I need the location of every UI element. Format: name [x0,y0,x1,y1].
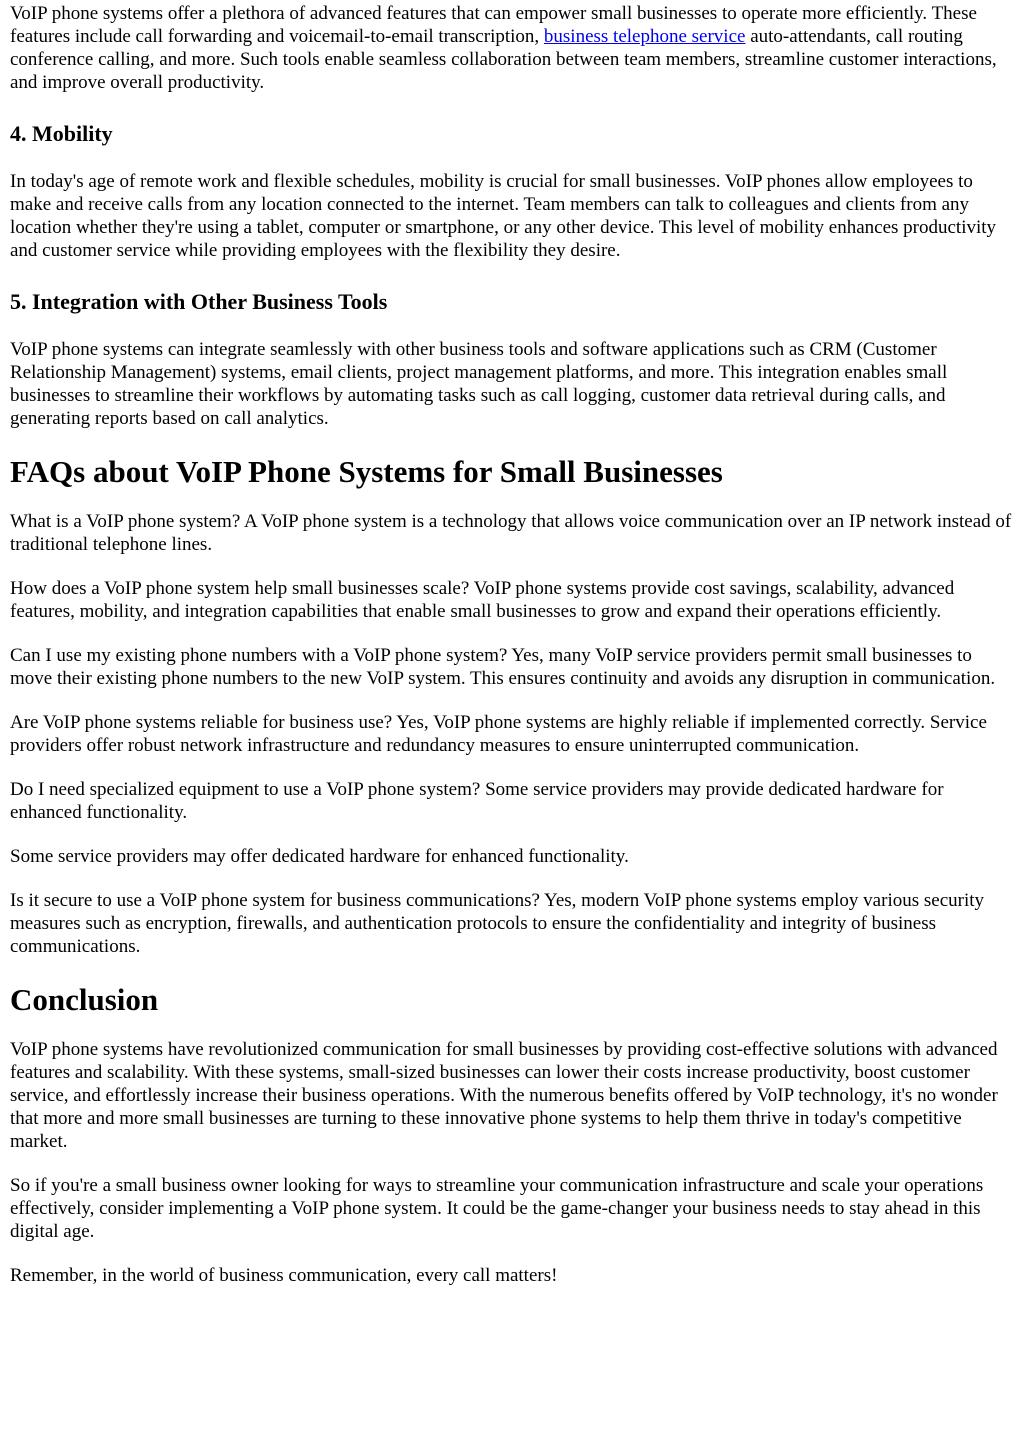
mobility-heading: 4. Mobility [10,121,113,146]
faq-item-3: Can I use my existing phone numbers with a VoIP phone system? Yes, many VoIP service providers permit small businesses to move their existing phone numbers to the new VoIP system. This ensures continuity and avoids any disruption in communication. [10,645,996,689]
faq-item-5: Do I need specialized equipment to use a VoIP phone system? Some service providers may provide dedicated hardware for enhanced functionality. [10,779,944,823]
faq-item-1: What is a VoIP phone system? A VoIP phone system is a technology that allows voice communication over an IP network instead of traditional telephone lines. [10,511,1012,555]
intro-text-after-link: auto-attendants, call routing conference calling, and more. Such tools enable seamless collaboration between team members, streamline customer interactions, and improve overall productivity. [10,26,997,93]
conclusion-paragraph-2: So if you're a small business owner looking for ways to streamline your communication infrastructure and scale your operations effectively, consider implementing a VoIP phone system. It could be the game-changer your business needs to stay ahead in this digital age. [10,1175,984,1242]
faq-item-2: How does a VoIP phone system help small businesses scale? VoIP phone systems provide cost savings, scalability, advanced features, mobility, and integration capabilities that enable small businesses to grow and expand their operations efficiently. [10,578,955,622]
faq-item-7: Is it secure to use a VoIP phone system for business communications? Yes, modern VoIP phone systems employ various security measures such as encryption, firewalls, and authentication protocols to ensure the confidentiality and integrity of business communications. [10,890,985,957]
conclusion-paragraph-1: VoIP phone systems have revolutionized communication for small businesses by providing cost-effective solutions with advanced features and scalability. With these systems, small-sized businesses can lower their costs increase productivity, boost customer service, and effortlessly increase their business operations. With the numerous benefits offered by VoIP technology, it's no wonder that more and more small businesses are turning to these innovative phone systems to help them thrive in today's competitive market. [10,1039,998,1152]
intro-paragraph [10,2,1014,94]
intro-text-before-link: VoIP phone systems offer a plethora of advanced features that can empower small businesses to operate more efficiently. These features include call forwarding and voicemail-to-email transcription, [10,3,977,47]
business-telephone-service-link[interactable]: business telephone service [543,26,746,47]
integration-heading: 5. Integration with Other Business Tools [10,289,388,314]
faqs-heading: FAQs about VoIP Phone Systems for Small Businesses [10,454,723,489]
faq-item-6: Some service providers may offer dedicated hardware for enhanced functionality. [10,846,629,867]
mobility-paragraph: In today's age of remote work and flexible schedules, mobility is crucial for small businesses. VoIP phones allow employees to make and receive calls from any location connected to the internet. Team members can talk to colleagues and clients from any location whether they're using a tablet, computer or smartphone, or any other device. This level of mobility enhances productivity and customer service while providing employees with the flexibility they desire. [10,171,997,261]
article [0,2,1024,1287]
conclusion-heading: Conclusion [10,982,159,1017]
integration-paragraph: VoIP phone systems can integrate seamlessly with other business tools and software applications such as CRM (Customer Relationship Management) systems, email clients, project management platforms, and more. This integration enables small businesses to streamline their workflows by automating tasks such as call logging, customer data retrieval during calls, and generating reports based on call analytics. [10,339,948,429]
faq-item-4: Are VoIP phone systems reliable for business use? Yes, VoIP phone systems are highly reliable if implemented correctly. Service providers offer robust network infrastructure and redundancy measures to ensure uninterrupted communication. [10,712,987,756]
conclusion-paragraph-3: Remember, in the world of business communication, every call matters! [10,1265,558,1286]
